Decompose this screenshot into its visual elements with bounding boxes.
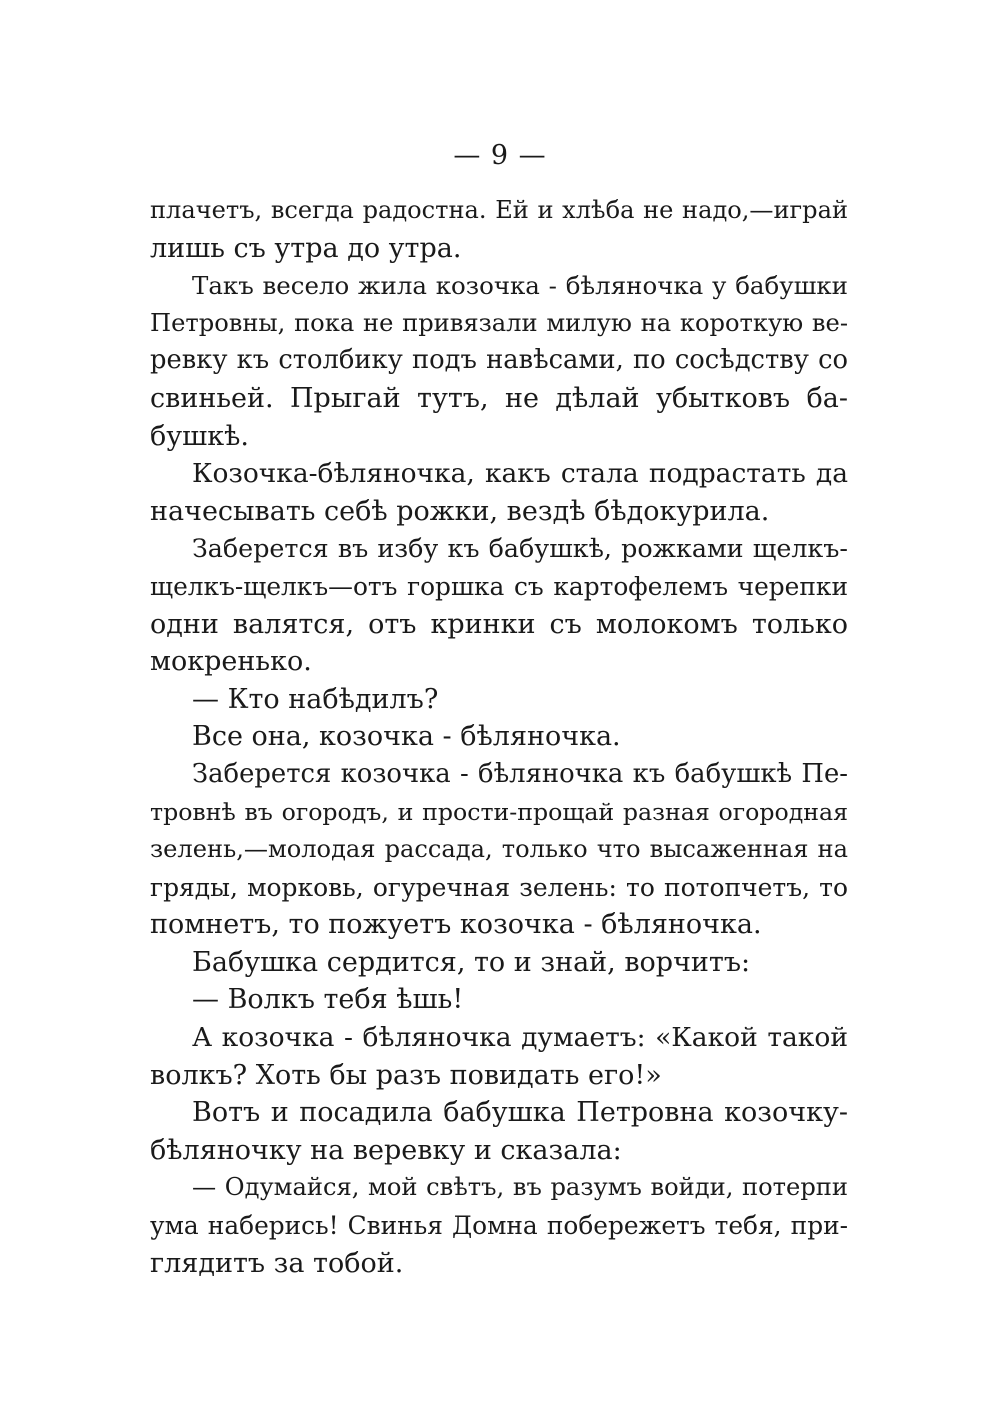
text-line: Заберется въ избу къ бабушкѣ, рожками щелкъ-	[192, 533, 848, 564]
body-text	[150, 192, 848, 1282]
text-line: Вотъ и посадила бабушка Петровна козочку-	[192, 1097, 848, 1129]
text-line: лишь съ утра до утра.	[150, 232, 462, 264]
text-line: зелень,—молодая рассада, только что высаженная на	[150, 835, 848, 864]
text-line: — Волкъ тебя ѣшь!	[192, 984, 464, 1016]
text-line: — Кто набѣдилъ?	[192, 683, 439, 715]
text-line: мокренько.	[150, 646, 312, 678]
text-line: Такъ весело жила козочка - бѣляночка у бабушки	[192, 271, 848, 301]
text-line: бушкѣ.	[150, 420, 249, 452]
text-line: гряды, морковь, огуречная зелень: то потопчетъ, то	[150, 872, 848, 902]
text-line: плачетъ, всегда радостна. Ей и хлѣба не надо,—играй	[150, 196, 848, 224]
text-line: начесывать себѣ рожки, вездѣ бѣдокурила.	[150, 495, 770, 527]
text-line: тровнѣ въ огородъ, и прости-прощай разная огородная	[150, 797, 848, 826]
text-line: волкъ? Хоть бы разъ повидать его!»	[150, 1059, 662, 1091]
text-line: щелкъ-щелкъ—отъ горшка съ картофелемъ черепки	[150, 571, 848, 601]
text-line: ума наберись! Свинья Домна побережетъ тебя, при-	[150, 1211, 848, 1241]
text-line: одни валятся, отъ кринки съ молокомъ только	[150, 608, 848, 640]
page-number: — 9 —	[453, 140, 547, 171]
text-line: бѣляночку на веревку и сказала:	[150, 1134, 622, 1166]
text-line: А козочка - бѣляночка думаетъ: «Какой такой	[192, 1022, 848, 1054]
text-line: Все она, козочка - бѣляночка.	[192, 721, 621, 753]
text-line: Петровны, пока не привязали милую на короткую ве-	[150, 308, 848, 337]
text-line: глядитъ за тобой.	[150, 1247, 404, 1279]
text-line: свиньей. Прыгай тутъ, не дѣлай убытковъ ба-	[150, 382, 848, 414]
text-line: Заберется козочка - бѣляночка къ бабушкѣ Пе-	[192, 758, 848, 789]
text-line: Бабушка сердится, то и знай, ворчитъ:	[192, 946, 751, 978]
text-line: ревку къ столбику подъ навѣсами, по сосѣдству со	[150, 345, 848, 376]
text-line: помнетъ, то пожуетъ козочка - бѣляночка.	[150, 909, 762, 941]
text-line: — Одумайся, мой свѣтъ, въ разумъ войди, потерпи	[192, 1173, 848, 1202]
text-line: Козочка-бѣляночка, какъ стала подрастать да	[192, 458, 848, 490]
